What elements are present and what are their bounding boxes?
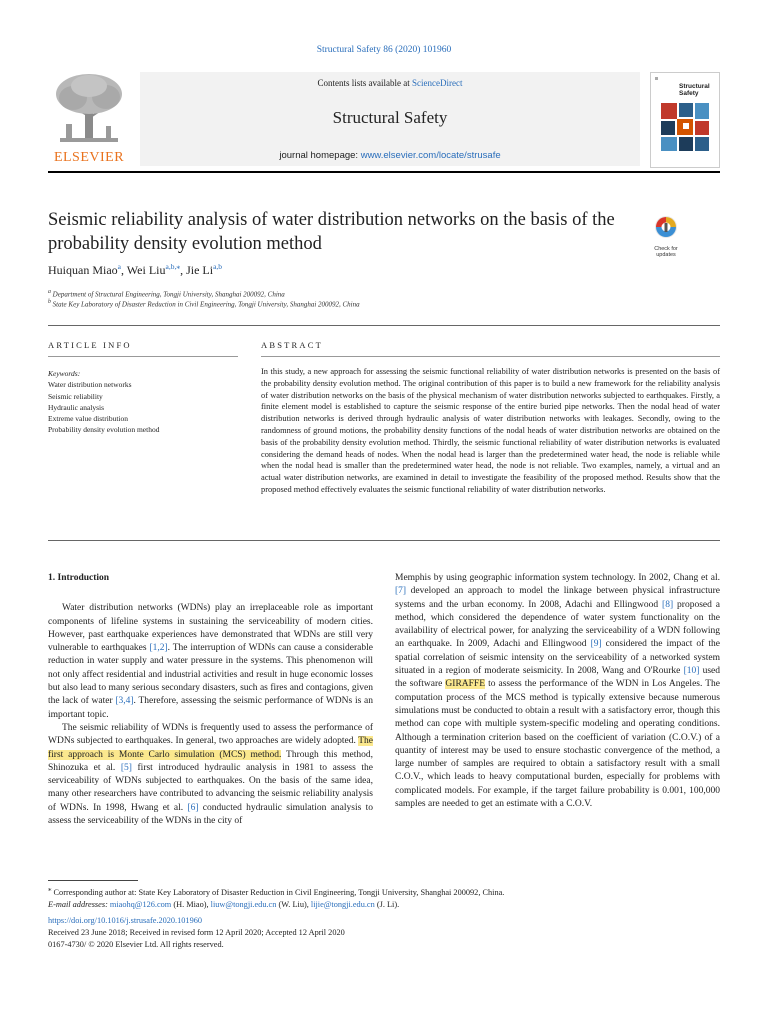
- affiliation-b: [48, 299, 360, 308]
- crossmark-icon: [646, 214, 686, 244]
- journal-cover: [650, 72, 720, 168]
- journal-title: Structural Safety: [332, 108, 448, 127]
- affiliation-mark: a: [48, 289, 51, 295]
- crossmark-label-1: Check for: [654, 246, 678, 252]
- reference-link[interactable]: [7]: [395, 586, 407, 597]
- copyright: 0167-4730/ © 2020 Elsevier Ltd. All rights reserved.: [48, 939, 224, 949]
- paragraph: [48, 722, 373, 828]
- email-line: [48, 899, 720, 911]
- email-link[interactable]: lijie@tongji.edu.cn: [310, 899, 375, 909]
- banner-center: [140, 72, 640, 166]
- author-affiliation-mark[interactable]: a,b,⁎: [165, 262, 181, 271]
- abstract-bottom-rule: [48, 540, 720, 541]
- author-affiliation-mark[interactable]: a: [117, 262, 121, 271]
- paragraph: [395, 572, 720, 811]
- abstract-rule: [261, 356, 720, 357]
- crossmark-badge[interactable]: [646, 214, 686, 258]
- text-run: The seismic reliability of WDNs is frequently used to assess the performance of WDNs subjected to earthquakes. In general, two approaches are widely adopted.: [48, 722, 373, 747]
- author-name[interactable]: Jie Li: [186, 263, 214, 277]
- highlighted-text[interactable]: GIRAFFE: [445, 679, 486, 690]
- publication-info: [48, 915, 720, 950]
- doi-link[interactable]: https://doi.org/10.1016/j.strusafe.2020.101960: [48, 916, 203, 925]
- text-run: Through this method, Shinozuka et al.: [48, 749, 373, 773]
- highlighted-text[interactable]: The first approach is Monte Carlo simulation (MCS) method.: [48, 736, 373, 760]
- email-owner: (J. Li).: [374, 899, 400, 909]
- reference-link[interactable]: [10]: [683, 666, 700, 677]
- cover-title: [679, 83, 710, 97]
- text-run: used the software: [395, 666, 720, 690]
- contents-line: [140, 78, 640, 88]
- author-name[interactable]: Wei Liu: [126, 263, 166, 277]
- text-run: developed an approach to model the linkage between physical infrastructure systems and the urban economy. In 2008, Adachi and Ellingwood: [395, 586, 720, 610]
- info-top-rule: [48, 325, 720, 326]
- abstract-text: In this study, a new approach for assessing the seismic functional reliability of water distribution networks is presented on the basis of the probability density evolution method. The original contribution of this paper is to build a new framework for the reliability analysis of water distribution networks on the basis of the physical mechanism of water distribution networks subjected to earthquakes. Firstly, a finite element model is established to capture the seismic response of the entire buried pipe networks. Then the nodal head of water distribution networks is derived through hydraulic analysis of water distribution networks with leakages. Secondly, owing to the randomness of ground motions, the probability density functions of the nodal heads of water distribution networks are obtained on the basis of the probability density evolution method. Thirdly, the seismic functional reliability of water distribution networks is evaluated considering the demand heads of nodes. When the nodal head is larger than the predetermined water head, the node is reliable while when the nodal head is smaller than the predetermined water head, the node is not reliable. Two examples, namely, a virtual and an actual water distribution networks, are examined in detail to investigate the feasibility of the proposed method. Results show that the proposed method effectively evaluates the seismic functional reliability of water distribution networks.: [261, 367, 720, 494]
- cover-title-line-2: Safety: [679, 90, 699, 97]
- header-rule: [48, 171, 720, 173]
- abstract-heading: ABSTRACT: [261, 340, 323, 350]
- text-run: . Therefore, assessing the seismic performance of WDNs is an important topic.: [48, 696, 373, 720]
- reference-link[interactable]: [8]: [662, 599, 674, 610]
- info-rule: [48, 356, 238, 357]
- body-column-left: [48, 572, 373, 828]
- cover-title-line-1: Structural: [679, 83, 710, 90]
- article-info-heading: ARTICLE INFO: [48, 340, 132, 350]
- text-run: to assess the performance of the WDN in Los Angeles. The computation process of the MCS method is typically extensive because numerous simulations must be conducted to obtain a result with a satisfactory error, though this method can cope with multiple system-specific modeling and operating conditions. Although a termination criterion based on the coefficient of variation (C.O.V.) of a quantity of interest may be used to ensure stochastic convergence of the method, a large number of samples are required to obtain a satisfactory result with a small C.O.V., which leads to heavy computational burden, especially for problems with complicated models. For example, if the target failure probability is 0.001, 100,000 samples are needed to get an estimate with a C.O.V.: [395, 679, 720, 810]
- paragraph: [48, 602, 373, 722]
- keyword-item: Probability density evolution method: [48, 425, 160, 435]
- reference-link[interactable]: [1,2]: [149, 643, 168, 654]
- text-run: considered the impact of the spatial correlation of seismic intensity on the serviceability of a networked system situated in a region of moderate seismicity. In 2008, Wang and O'Rourke: [395, 639, 720, 677]
- section-title: 1. Introduction: [48, 573, 110, 583]
- affiliation-text: State Key Laboratory of Disaster Reduction in Civil Engineering, Tongji University, Shanghai 200092, China: [52, 300, 360, 309]
- keywords-label: Keywords:: [48, 369, 81, 378]
- body-column-right: [395, 572, 720, 811]
- corresponding-author-note: [48, 884, 720, 899]
- affiliation-a: [48, 289, 285, 298]
- affiliation-text: Department of Structural Engineering, Tongji University, Shanghai 200092, China: [52, 290, 285, 299]
- elsevier-logo: [48, 72, 130, 166]
- elsevier-tree-icon: [48, 72, 130, 148]
- text-run: conducted hydraulic simulation analysis to assess the serviceability of the WDNs in the city of: [48, 802, 373, 827]
- email-link[interactable]: miaohq@126.com: [109, 899, 172, 909]
- footnote: [48, 884, 720, 910]
- corresponding-author-text: Corresponding author at: State Key Laboratory of Disaster Reduction in Civil Engineering, Tongji University, Shanghai 200092, China.: [51, 887, 505, 897]
- keywords-block: [48, 368, 228, 436]
- homepage-link[interactable]: www.elsevier.com/locate/strusafe: [360, 150, 501, 161]
- homepage-prefix: journal homepage:: [279, 150, 361, 161]
- homepage-line: [140, 150, 640, 161]
- email-owner: (H. Miao),: [171, 899, 211, 909]
- email-owner: (W. Liu),: [276, 899, 311, 909]
- keyword-item: Hydraulic analysis: [48, 402, 105, 412]
- keyword-item: Water distribution networks: [48, 380, 132, 390]
- publisher-name: ELSEVIER: [53, 150, 125, 165]
- keyword-item: Extreme value distribution: [48, 414, 128, 424]
- reference-link[interactable]: [5]: [120, 762, 132, 773]
- email-link[interactable]: liuw@tongji.edu.cn: [210, 899, 277, 909]
- footnote-mark: ⁎: [48, 886, 52, 893]
- journal-citation[interactable]: Structural Safety 86 (2020) 101960: [316, 45, 452, 55]
- text-run: first introduced hydraulic analysis in 1981 to assess the serviceability of WDNs subjected to earthquakes. On the basis of the same idea, many other researchers have contributed to advancing the seismic reliability analysis of WDNs. In 1998, Hwang et al.: [48, 762, 373, 813]
- text-run: Water distribution networks (WDNs) play an irreplaceable role as important components of lifeline systems in sustaining the serviceability of modern cities. However, past earthquake experiences have demonstrated that WDNs are still very vulnerable to earthquakes: [48, 603, 373, 654]
- author-affiliation-mark[interactable]: a,b: [213, 262, 223, 271]
- contents-prefix: Contents lists available at: [317, 78, 412, 88]
- footnote-rule: [48, 880, 138, 881]
- article-title: Seismic reliability analysis of water distribution networks on the basis of the probability density evolution method: [48, 210, 615, 254]
- keyword-item: Seismic reliability: [48, 391, 103, 401]
- text-run: Memphis by using geographic information system technology. In 2002, Chang et al.: [395, 573, 720, 583]
- reference-link[interactable]: [3,4]: [115, 696, 134, 707]
- sciencedirect-link[interactable]: ScienceDirect: [412, 78, 463, 88]
- email-label: E-mail addresses:: [48, 899, 110, 909]
- affiliation-mark: b: [48, 299, 51, 305]
- reference-link[interactable]: [6]: [187, 802, 199, 813]
- crossmark-label-2: updates: [656, 252, 676, 258]
- journal-banner: [48, 72, 720, 168]
- reference-link[interactable]: [9]: [590, 639, 602, 650]
- text-run: . The interruption of WDNs can cause a considerable reduction in water supply and water pressure in the systems. This phenomenon will not only affect residential and industrial activities and result in huge economic losses but also lead to many serious secondary disasters, such as fires and contagions, given the lack of water: [48, 643, 373, 707]
- author-list: Huiquan Miao$^a$, Wei Liu$^{a,b,⁎}$, Jie Li$^{a,b}$: [48, 262, 223, 277]
- text-run: proposed a method, which considered the dependence of water system functionality on the availability of electrical power, for analyzing the serviceability of a WDN following an earthquake. In 2009, Adachi and Ellingwood: [395, 599, 721, 650]
- received-dates: Received 23 June 2018; Received in revised form 12 April 2020; Accepted 12 April 2020: [48, 927, 345, 937]
- author-name[interactable]: Huiquan Miao: [48, 263, 118, 277]
